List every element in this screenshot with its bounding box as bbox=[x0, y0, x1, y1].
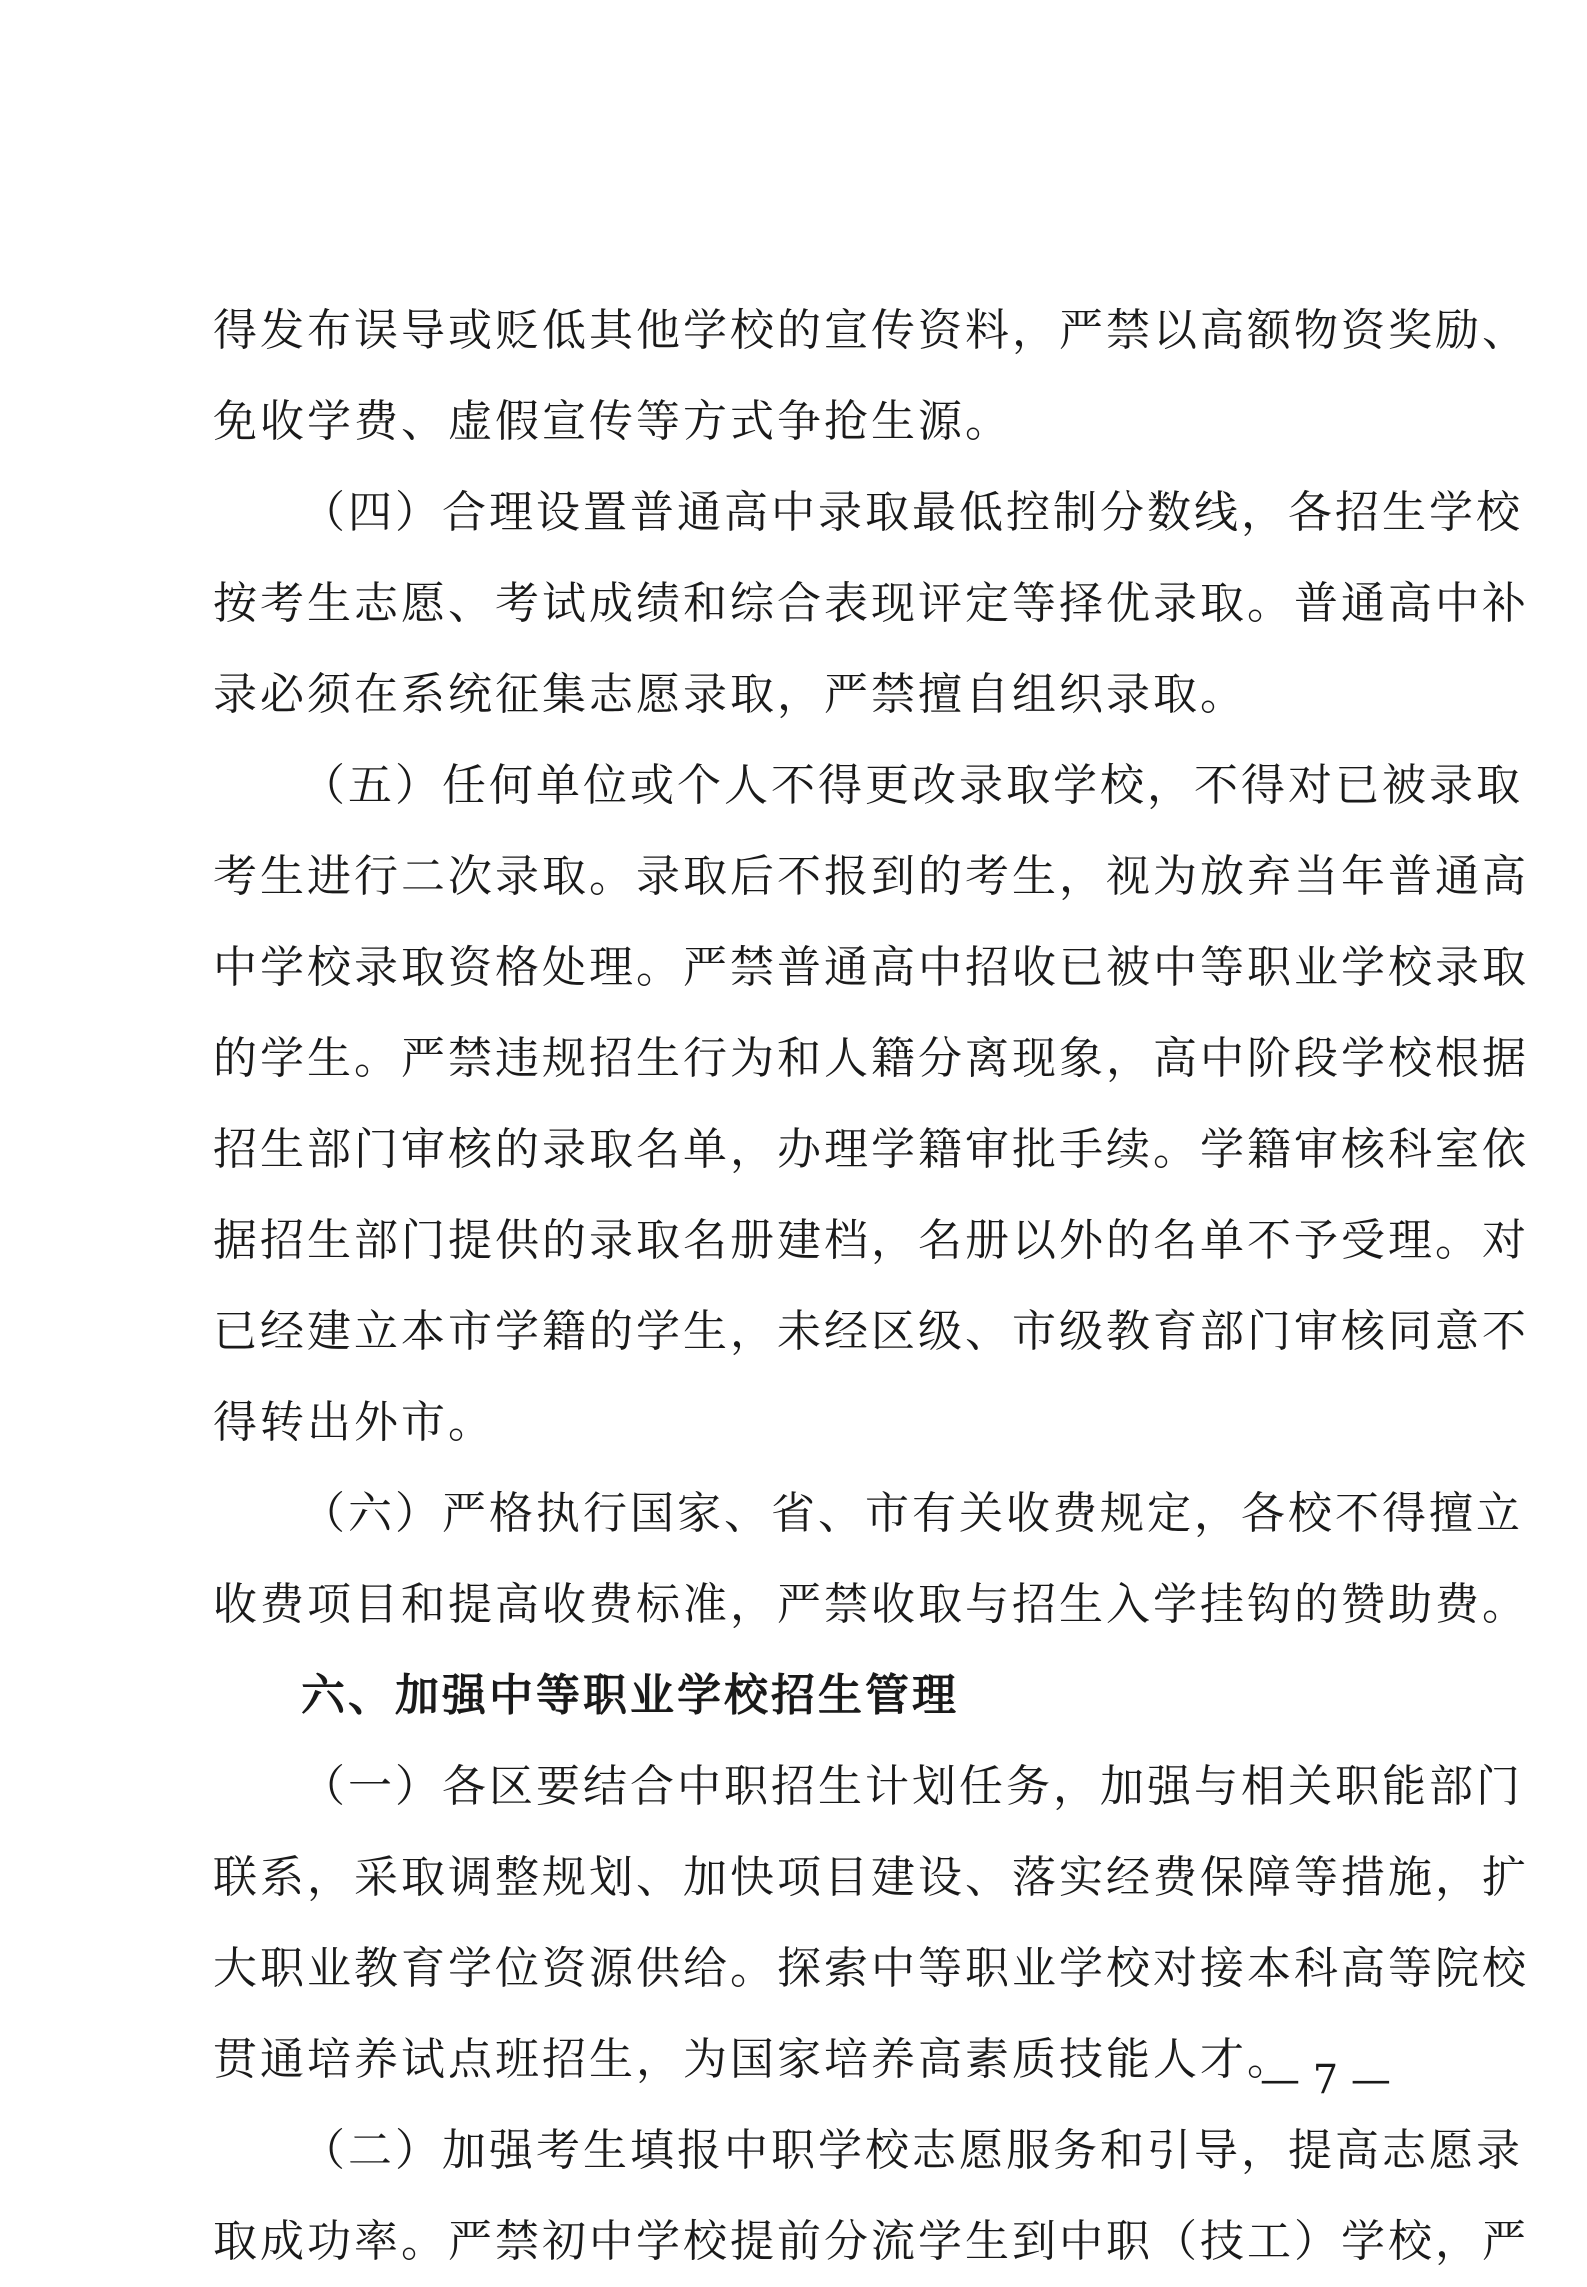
paragraph-item-2 bbox=[213, 2105, 1529, 2287]
text-line: 联系，采取调整规划、加快项目建设、落实经费保障等措施，扩 bbox=[213, 1852, 1529, 1903]
paragraph-item-6 bbox=[213, 1468, 1529, 1650]
section-heading: 六、加强中等职业学校招生管理 bbox=[301, 1670, 959, 1721]
text-line: 得发布误导或贬低其他学校的宣传资料，严禁以高额物资奖励、 bbox=[213, 305, 1529, 356]
text-line: 免收学费、虚假宣传等方式争抢生源。 bbox=[213, 396, 1012, 447]
paragraph-item-1 bbox=[213, 1741, 1529, 2105]
text-line: 的学生。严禁违规招生行为和人籍分离现象，高中阶段学校根据 bbox=[213, 1033, 1529, 1084]
text-line: 招生部门审核的录取名单，办理学籍审批手续。学籍审核科室依 bbox=[213, 1124, 1529, 1175]
text-line: 大职业教育学位资源供给。探索中等职业学校对接本科高等院校 bbox=[213, 1943, 1529, 1994]
text-line: 收费项目和提高收费标准，严禁收取与招生入学挂钩的赞助费。 bbox=[213, 1579, 1529, 1630]
text-line: 录必须在系统征集志愿录取，严禁擅自组织录取。 bbox=[213, 669, 1247, 720]
text-line: （二）加强考生填报中职学校志愿服务和引导，提高志愿录 bbox=[301, 2125, 1523, 2176]
text-line: 取成功率。严禁初中学校提前分流学生到中职（技工）学校，严 bbox=[213, 2216, 1529, 2267]
text-line: （六）严格执行国家、省、市有关收费规定，各校不得擅立 bbox=[301, 1488, 1523, 1539]
text-line: 考生进行二次录取。录取后不报到的考生，视为放弃当年普通高 bbox=[213, 851, 1529, 902]
paragraph-item-4 bbox=[213, 467, 1529, 740]
paragraph-continuation bbox=[213, 285, 1529, 467]
text-line: 贯通培养试点班招生，为国家培养高素质技能人才。 bbox=[213, 2034, 1294, 2085]
text-line: 中学校录取资格处理。严禁普通高中招收已被中等职业学校录取 bbox=[213, 942, 1529, 993]
text-line: 得转出外市。 bbox=[213, 1397, 495, 1448]
text-line: （四）合理设置普通高中录取最低控制分数线，各招生学校 bbox=[301, 487, 1523, 538]
document-body bbox=[213, 285, 1529, 2287]
text-line: 已经建立本市学籍的学生，未经区级、市级教育部门审核同意不 bbox=[213, 1306, 1529, 1357]
page-number: — 7 — bbox=[1260, 2057, 1391, 2103]
text-line: 据招生部门提供的录取名册建档，名册以外的名单不予受理。对 bbox=[213, 1215, 1529, 1266]
paragraph-item-5 bbox=[213, 740, 1529, 1468]
text-line: （一）各区要结合中职招生计划任务，加强与相关职能部门 bbox=[301, 1761, 1523, 1812]
text-line: 按考生志愿、考试成绩和综合表现评定等择优录取。普通高中补 bbox=[213, 578, 1529, 629]
text-line: （五）任何单位或个人不得更改录取学校，不得对已被录取 bbox=[301, 760, 1523, 811]
